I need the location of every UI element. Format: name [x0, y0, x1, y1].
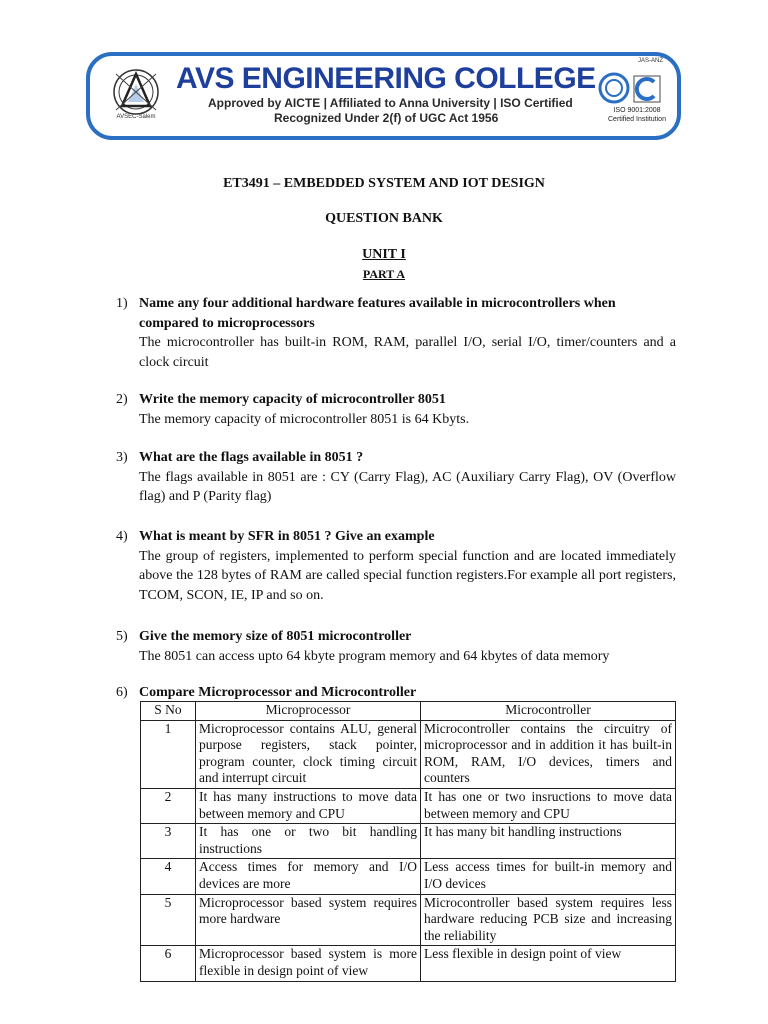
question-number: 3)	[116, 450, 128, 465]
column-header-microprocessor: Microprocessor	[196, 702, 421, 721]
question-text: Give the memory size of 8051 microcontroller	[139, 629, 412, 644]
cell-sno: 6	[141, 946, 196, 981]
table-row	[141, 824, 676, 859]
cell-sno: 4	[141, 859, 196, 894]
table-row	[141, 946, 676, 981]
answer-text: The 8051 can access upto 64 kbyte program memory and 64 kbytes of data memory	[139, 648, 610, 664]
column-header-microcontroller: Microcontroller	[421, 702, 676, 721]
cell-microcontroller: Microcontroller based system requires less hardware reducing PCB size and increasing the reliability	[421, 894, 676, 946]
cell-microprocessor: Microprocessor based system requires more hardware	[196, 894, 421, 946]
cell-sno: 1	[141, 720, 196, 788]
question-number: 4)	[116, 529, 128, 544]
answer-text: The group of registers, implemented to perform special function and are located immediately above the 128 bytes of RAM are called special function registers.For example all port registers, TCOM, SCON, IE, IP and so on.	[139, 548, 676, 603]
question-text: What is meant by SFR in 8051 ? Give an example	[139, 529, 435, 544]
iso-certification-icon	[596, 62, 676, 138]
cell-microcontroller: It has one or two insructions to move data between memory and CPU	[421, 788, 676, 823]
unit-label: UNIT I	[362, 247, 406, 262]
iso-certified-label: Certified Institution	[608, 116, 666, 123]
question-number: 5)	[116, 629, 128, 644]
emblem-caption: AVSEC-Salem	[116, 114, 156, 120]
cell-microprocessor: Access times for memory and I/O devices are more	[196, 859, 421, 894]
question-number: 6)	[116, 685, 128, 700]
cell-microprocessor: It has many instructions to move data between memory and CPU	[196, 788, 421, 823]
college-tagline-approvals: Approved by AICTE | Affiliated to Anna University | ISO Certified	[208, 96, 573, 110]
answer-text: The flags available in 8051 are : CY (Carry Flag), AC (Auxiliary Carry Flag), OV (Overflow flag) and P (Parity flag)	[139, 469, 676, 504]
question-1	[116, 294, 676, 372]
question-3	[116, 448, 676, 507]
table-row	[141, 859, 676, 894]
column-header-sno: S No	[141, 702, 196, 721]
question-2	[116, 390, 676, 429]
table-row	[141, 720, 676, 788]
cell-microprocessor: Microprocessor based system is more flexible in design point of view	[196, 946, 421, 981]
question-6	[116, 683, 676, 703]
cell-microprocessor: It has one or two bit handling instructions	[196, 824, 421, 859]
question-4	[116, 527, 676, 605]
question-number: 1)	[116, 296, 128, 311]
question-text: Compare Microprocessor and Microcontroller	[139, 685, 417, 700]
part-heading	[0, 267, 768, 283]
college-emblem-icon	[108, 64, 164, 132]
cell-microcontroller: Less flexible in design point of view	[421, 946, 676, 981]
college-banner	[86, 52, 681, 140]
cell-sno: 3	[141, 824, 196, 859]
table-row	[141, 788, 676, 823]
table-row	[141, 894, 676, 946]
cell-sno: 2	[141, 788, 196, 823]
iso-standard: ISO 9001:2008	[613, 107, 661, 114]
cell-microprocessor: Microprocessor contains ALU, general purpose registers, stack pointer, program counter, clock timing circuit and interrupt circuit	[196, 720, 421, 788]
part-label: PART A	[362, 267, 406, 281]
question-number: 2)	[116, 392, 128, 407]
question-text: Name any four additional hardware features available in microcontrollers when compared to microprocessors	[139, 296, 616, 331]
question-text: What are the flags available in 8051 ?	[139, 450, 364, 465]
answer-text: The microcontroller has built-in ROM, RAM, parallel I/O, serial I/O, timer/counters and a clock circuit	[139, 335, 676, 370]
comparison-table	[140, 701, 676, 982]
question-5	[116, 627, 676, 666]
cell-sno: 5	[141, 894, 196, 946]
college-tagline-ugc: Recognized Under 2(f) of UGC Act 1956	[274, 111, 499, 125]
document-title: QUESTION BANK	[325, 211, 443, 226]
cell-microcontroller: Microcontroller contains the circuitry of microprocessor and in addition it has built-in ROM, RAM, I/O devices, timers and counters	[421, 720, 676, 788]
question-text: Write the memory capacity of microcontroller 8051	[139, 392, 446, 407]
jas-anz-label: JAS-ANZ	[638, 58, 664, 64]
iso-certification-text	[598, 106, 676, 124]
cell-microcontroller: It has many bit handling instructions	[421, 824, 676, 859]
answer-text: The memory capacity of microcontroller 8051 is 64 Kbyts.	[139, 411, 470, 427]
table-header-row	[141, 702, 676, 721]
college-name: AVS ENGINEERING COLLEGE	[176, 62, 596, 95]
unit-heading	[0, 247, 768, 263]
course-title: ET3491 – EMBEDDED SYSTEM AND IOT DESIGN	[223, 176, 545, 191]
cell-microcontroller: Less access times for built-in memory and I/O devices	[421, 859, 676, 894]
